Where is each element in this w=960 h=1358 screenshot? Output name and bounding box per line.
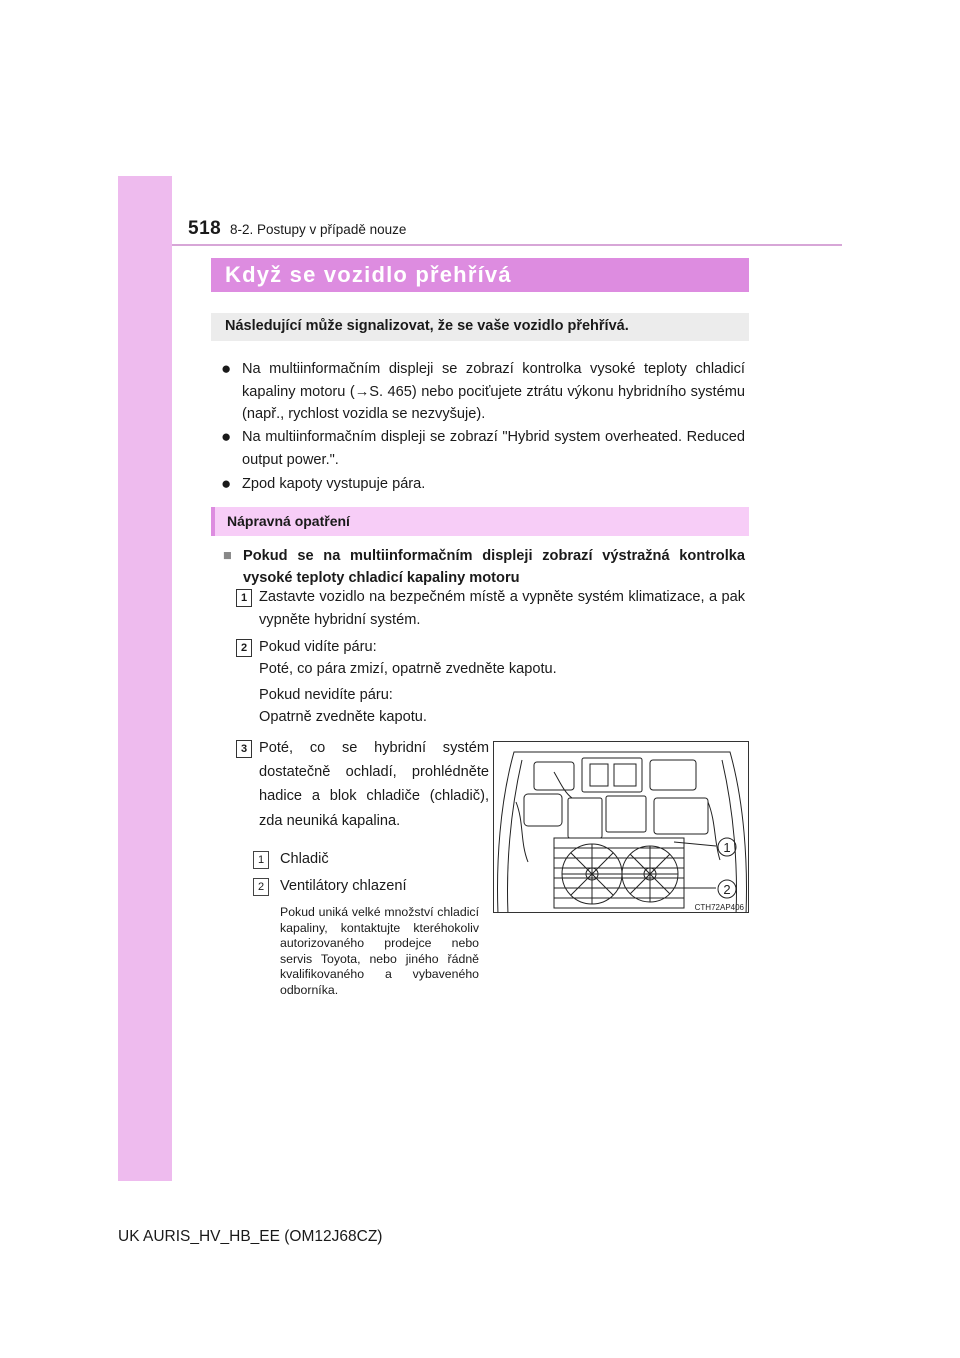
- bullet-dot-icon: ●: [221, 359, 232, 378]
- engine-bay-drawing: [494, 742, 749, 913]
- symptom-bullet-1: [221, 358, 745, 426]
- remedy-box: [211, 507, 749, 536]
- symptoms-heading: Následující může signalizovat, že se vaše vozidlo přehřívá.: [225, 318, 629, 334]
- legend-number-2: 2: [253, 878, 269, 896]
- legend-label-2: Ventilátory chlazení: [280, 878, 407, 894]
- title-banner: [211, 258, 749, 292]
- square-bullet-icon: ■: [223, 548, 232, 564]
- figure-callout-2: 2: [723, 882, 731, 897]
- bullet-text: Zpod kapoty vystupuje pára.: [242, 476, 426, 492]
- figure-callout-1: 1: [723, 840, 731, 855]
- engine-bay-illustration: [493, 741, 749, 913]
- condition-text: Pokud se na multiinformačním displeji zobrazí výstražná kontrolka vysoké teploty chladicí kapaliny motoru: [243, 548, 745, 586]
- symptom-bullet-3: [221, 473, 745, 496]
- side-color-bar: [118, 176, 172, 1181]
- step-number-3: 3: [236, 740, 252, 758]
- remedy-heading: Nápravná opatření: [227, 513, 350, 529]
- bullet-dot-icon: ●: [221, 427, 232, 446]
- step-2-line-3: Pokud nevidíte páru:: [259, 687, 393, 703]
- page-number: 518: [188, 218, 222, 239]
- header-divider: [172, 244, 842, 246]
- step-1-text: Zastavte vozidlo na bezpečném místě a vypněte systém klimatizace, a pak vypněte hybridní systém.: [259, 589, 745, 628]
- step-2-line-1: Pokud vidíte páru:: [259, 639, 377, 655]
- figure-code: CTH72AP406: [694, 903, 744, 912]
- symptoms-box: [211, 313, 749, 341]
- legend-label-1: Chladič: [280, 851, 329, 867]
- bullet-text: Na multiinformačním displeji se zobrazí kontrolka vysoké teploty chladicí kapaliny motoru (→S. 465) nebo pociťujete ztrátu výkonu hybridního systému (např., rychlost vozidla se nezvyšuje).: [242, 361, 745, 422]
- leak-note: Pokud uniká velké množství chladicí kapaliny, kontaktujte kteréhokoliv autorizovaného prodejce nebo servis Toyota, nebo jiného řádně kvalifikovaného a vybaveného odborníka.: [280, 905, 479, 997]
- step-2-line-4: Opatrně zvedněte kapotu.: [259, 709, 427, 725]
- legend-number-1: 1: [253, 851, 269, 869]
- step-number-2: 2: [236, 639, 252, 657]
- bullet-text: Na multiinformačním displeji se zobrazí "Hybrid system overheated. Reduced output power.".: [242, 429, 745, 468]
- bullet-dot-icon: ●: [221, 474, 232, 493]
- symptom-bullet-2: [221, 426, 745, 471]
- footer-model-code: UK AURIS_HV_HB_EE (OM12J68CZ): [118, 1228, 383, 1245]
- page-title: Když se vozidlo přehřívá: [225, 262, 512, 287]
- condition-heading: [223, 545, 745, 589]
- section-reference: 8-2. Postupy v případě nouze: [230, 222, 407, 237]
- step-2-line-2: Poté, co pára zmizí, opatrně zvedněte kapotu.: [259, 661, 557, 677]
- step-3-text: Poté, co se hybridní systém dostatečně ochladí, prohlédněte hadice a blok chladiče (chladič), zda neuniká kapalina.: [259, 740, 489, 829]
- step-number-1: 1: [236, 589, 252, 607]
